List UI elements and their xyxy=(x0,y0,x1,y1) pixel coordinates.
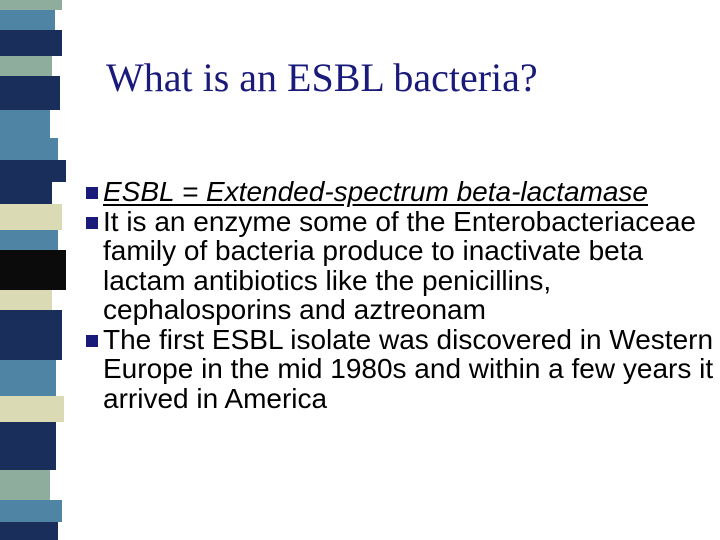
bullet-text: It is an enzyme some of the Enterobacteriaceae family of bacteria produce to inactivate beta lactam antibiotics like the penicillins, cephalosporins and aztreonam xyxy=(103,205,696,325)
decorative-color-stripe xyxy=(0,0,68,540)
stripe-block xyxy=(0,396,64,422)
bullet-item-discovery xyxy=(86,325,716,414)
stripe-block xyxy=(0,138,58,160)
bullet-list xyxy=(86,177,716,413)
bullet-item-enzyme xyxy=(86,207,716,325)
stripe-block xyxy=(0,76,60,110)
stripe-block xyxy=(0,500,62,522)
stripe-block xyxy=(0,110,50,138)
stripe-block xyxy=(0,182,52,204)
stripe-block xyxy=(0,160,66,182)
stripe-block xyxy=(0,230,58,250)
square-bullet-icon xyxy=(86,335,98,347)
stripe-block xyxy=(0,10,55,30)
stripe-block xyxy=(0,470,50,500)
stripe-block xyxy=(0,290,52,310)
stripe-block xyxy=(0,30,62,56)
stripe-block xyxy=(0,204,62,230)
stripe-block xyxy=(0,522,58,540)
square-bullet-icon xyxy=(86,217,98,229)
square-bullet-icon xyxy=(86,187,98,199)
bullet-text: The first ESBL isolate was discovered in Western Europe in the mid 1980s and within a few years it arrived in America xyxy=(103,323,714,414)
stripe-block xyxy=(0,250,66,290)
bullet-text: ESBL = Extended-spectrum beta-lactamase xyxy=(103,176,649,207)
slide-title: What is an ESBL bacteria? xyxy=(106,55,538,100)
stripe-block xyxy=(0,422,56,470)
stripe-block xyxy=(0,0,62,10)
stripe-block xyxy=(0,56,52,76)
stripe-block xyxy=(0,360,56,396)
stripe-block xyxy=(0,310,62,360)
bullet-item-esbl-definition xyxy=(86,177,716,207)
